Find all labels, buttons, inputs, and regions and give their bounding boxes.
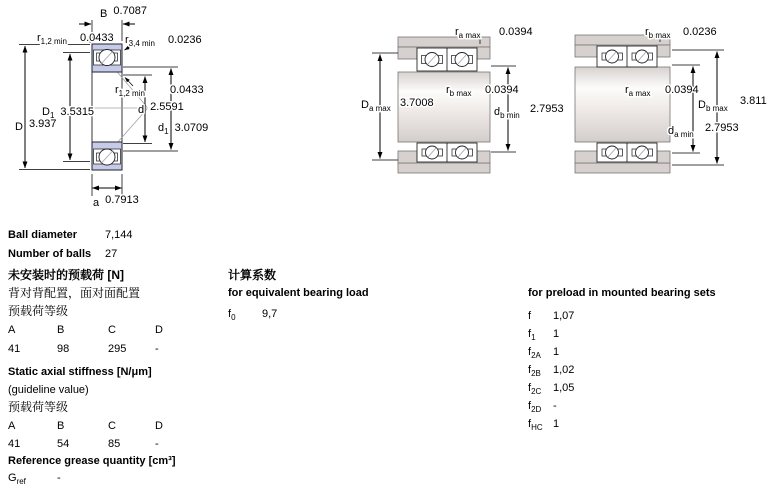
f0-label: $f_0$ [228,308,236,323]
dim-label-rb-max: $r_{b max}$ 0.0236 [645,26,717,40]
stiffness-class-label: 预载荷等级 [8,400,69,414]
dim-label-Da-max: $D_{a max}$ [361,99,391,113]
preload-table-header [8,324,198,337]
top-ring-section [92,44,122,72]
table-cell: 41 [8,343,21,355]
factor-label: $f_1$ [528,328,536,343]
dim-label-D: D 3.937 [15,118,57,133]
column-header: A [8,324,16,336]
mounted-set-drawing-a [358,20,570,185]
stiffness-section-title: Static axial stiffness [N/μm] [8,366,152,378]
factor-value: - [553,400,557,412]
stiffness-table-header [8,420,198,433]
column-header: C [108,324,116,336]
dim-value-da-min: 2.7953 [705,122,739,134]
shaft [575,67,670,142]
table-cell: 85 [108,438,121,450]
dim-label-db-min: $d_{b min}$ [494,106,520,120]
preload-class-label: 预载荷等级 [8,304,69,318]
preload-section-title: 未安装时的预载荷 [N] [8,268,124,282]
dim-value-Db-max: 3.811 [740,95,767,107]
bearing-pair-top [417,48,477,71]
stiffness-guideline-label: (guideline value) [8,384,89,396]
factor-label: $f_{2A}$ [528,346,541,361]
bearing-pair-bottom [597,143,657,162]
factor-value: 1 [553,346,560,358]
table-cell: - [155,438,159,450]
column-header: B [57,420,65,432]
factor-value: 1,05 [553,382,575,394]
ball-diameter-label: Ball diameter [8,229,78,241]
housing-bottom [575,163,670,173]
factor-value: 1,07 [553,310,575,322]
dim-label-r12-top: $r_{1,2 min}$ 0.0433 [37,32,114,46]
dim-value-Da-max: 3.7008 [400,97,434,109]
stiffness-table-values [8,438,198,451]
dim-label-a: a 0.7913 [93,194,139,209]
number-of-balls-value: 27 [105,248,118,260]
factor-value: 1,02 [553,364,575,376]
factor-label: $f_{HC}$ [528,418,543,433]
table-cell: 54 [57,438,70,450]
dim-value-db-min: 2.7953 [530,103,564,115]
ball-diameter-value: 7,144 [105,229,133,241]
factor-value: 1 [553,328,560,340]
factor-label: $f_{2D}$ [528,400,542,415]
factor-label: f [528,310,532,322]
dim-label-Db-max: $D_{b max}$ [698,99,728,113]
factor-label: $f_{2B}$ [528,364,541,379]
number-of-balls-label: Number of balls [8,248,92,260]
dim-label-B: B 0.7087 [100,5,147,20]
dim-label-d1: $d_1$ 3.0709 [158,122,209,136]
preload-factors-heading: for preload in mounted bearing sets [528,287,716,299]
table-cell: 98 [57,343,70,355]
dim-label-rb-max: $r_{b max}$ 0.0394 [446,84,519,98]
bottom-ring-section [92,142,122,170]
preload-arrangement-label: 背对背配置，面对面配置 [8,286,141,300]
bearing-pair-top [597,46,657,67]
dim-label-r34-top: $r_{3,4 min}$ 0.0236 [125,34,202,48]
f0-value: 9,7 [262,308,278,320]
column-header: A [8,420,16,432]
preload-table-values [8,343,198,356]
table-cell: - [155,343,159,355]
housing-bottom [398,163,490,173]
table-cell: 41 [8,438,21,450]
single-bearing-drawing [0,0,235,220]
mounted-set-drawing-b [572,20,773,185]
equivalent-load-heading: for equivalent bearing load [228,287,369,299]
gref-label: $G_{ref}$ [8,472,26,487]
column-header: D [155,420,163,432]
factor-label: $f_{2C}$ [528,382,542,397]
dim-label-D1: $D_1$ 3.5315 [42,106,95,120]
grease-section-title: Reference grease quantity [cm³] [8,455,176,467]
calc-factors-title: 计算系数 [228,268,277,282]
table-cell: 295 [108,343,127,355]
gref-value: - [57,472,61,484]
dim-label-r12-mid: $r_{1,2 min}$ 0.0433 [115,84,204,98]
dim-label-d: d 2.5591 [138,101,184,116]
column-header: D [155,324,163,336]
column-header: C [108,420,116,432]
dim-label-ra-max: $r_{a max}$ 0.0394 [455,26,533,40]
dim-label-da-min: $d_{a min}$ [668,125,694,139]
dim-label-ra-max: $r_{a max}$ 0.0394 [625,84,699,98]
column-header: B [57,324,65,336]
bearing-pair-bottom [417,143,477,162]
factor-value: 1 [553,418,560,430]
